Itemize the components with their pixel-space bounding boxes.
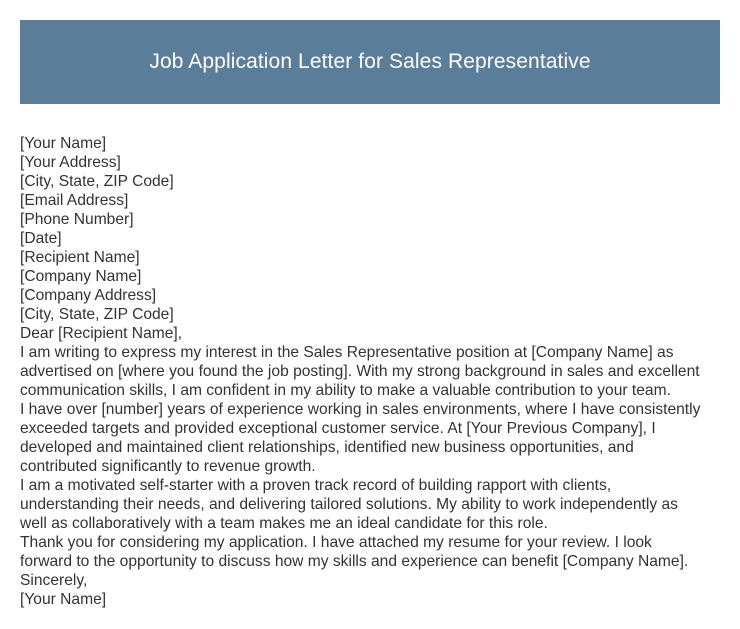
- paragraph-experience: [20, 400, 720, 476]
- recipient-company-address: [Company Address]: [20, 287, 157, 304]
- page-title: Job Application Letter for Sales Representative: [149, 50, 591, 73]
- paragraph-line: I have over [number] years of experience working in sales environments, where I have consistently: [20, 401, 701, 418]
- salutation: Dear [Recipient Name],: [20, 325, 183, 342]
- paragraph-line: Thank you for considering my application. I have attached my resume for your review. I look: [20, 534, 652, 551]
- paragraph-line: advertised on [where you found the job posting]. With my strong background in sales and excellent: [20, 363, 700, 380]
- paragraph-line: contributed significantly to revenue growth.: [20, 458, 316, 475]
- paragraph-line: I am a motivated self-starter with a proven track record of building rapport with clients,: [20, 477, 612, 494]
- sender-name: [Your Name]: [20, 135, 107, 152]
- recipient-company: [Company Name]: [20, 268, 142, 285]
- closing: Sincerely,: [20, 572, 88, 589]
- paragraph-line: I am writing to express my interest in the Sales Representative position at [Company Name] as: [20, 344, 674, 361]
- letter-body: [20, 134, 720, 609]
- sender-email: [Email Address]: [20, 192, 129, 209]
- letter-date: [Date]: [20, 230, 62, 247]
- paragraph-line: communication skills, I am confident in my ability to make a valuable contribution to your team.: [20, 382, 671, 399]
- signature: [Your Name]: [20, 591, 107, 608]
- paragraph-line: developed and maintained client relationships, identified new business opportunities, and: [20, 439, 634, 456]
- sender-city-state-zip: [City, State, ZIP Code]: [20, 173, 174, 190]
- paragraph-thanks: [20, 533, 720, 571]
- paragraph-line: exceeded targets and provided exceptional customer service. At [Your Previous Company], I: [20, 420, 656, 437]
- recipient-city-state-zip: [City, State, ZIP Code]: [20, 306, 174, 323]
- paragraph-line: forward to the opportunity to discuss how my skills and experience can benefit [Company Name].: [20, 553, 689, 570]
- paragraph-interest: [20, 343, 720, 400]
- title-banner: [20, 20, 720, 104]
- paragraph-line: well as collaboratively with a team makes me an ideal candidate for this role.: [20, 515, 548, 532]
- sender-phone: [Phone Number]: [20, 211, 134, 228]
- recipient-name: [Recipient Name]: [20, 249, 140, 266]
- sender-address: [Your Address]: [20, 154, 121, 171]
- paragraph-qualities: [20, 476, 720, 533]
- paragraph-line: understanding their needs, and delivering tailored solutions. My ability to work independently as: [20, 496, 678, 513]
